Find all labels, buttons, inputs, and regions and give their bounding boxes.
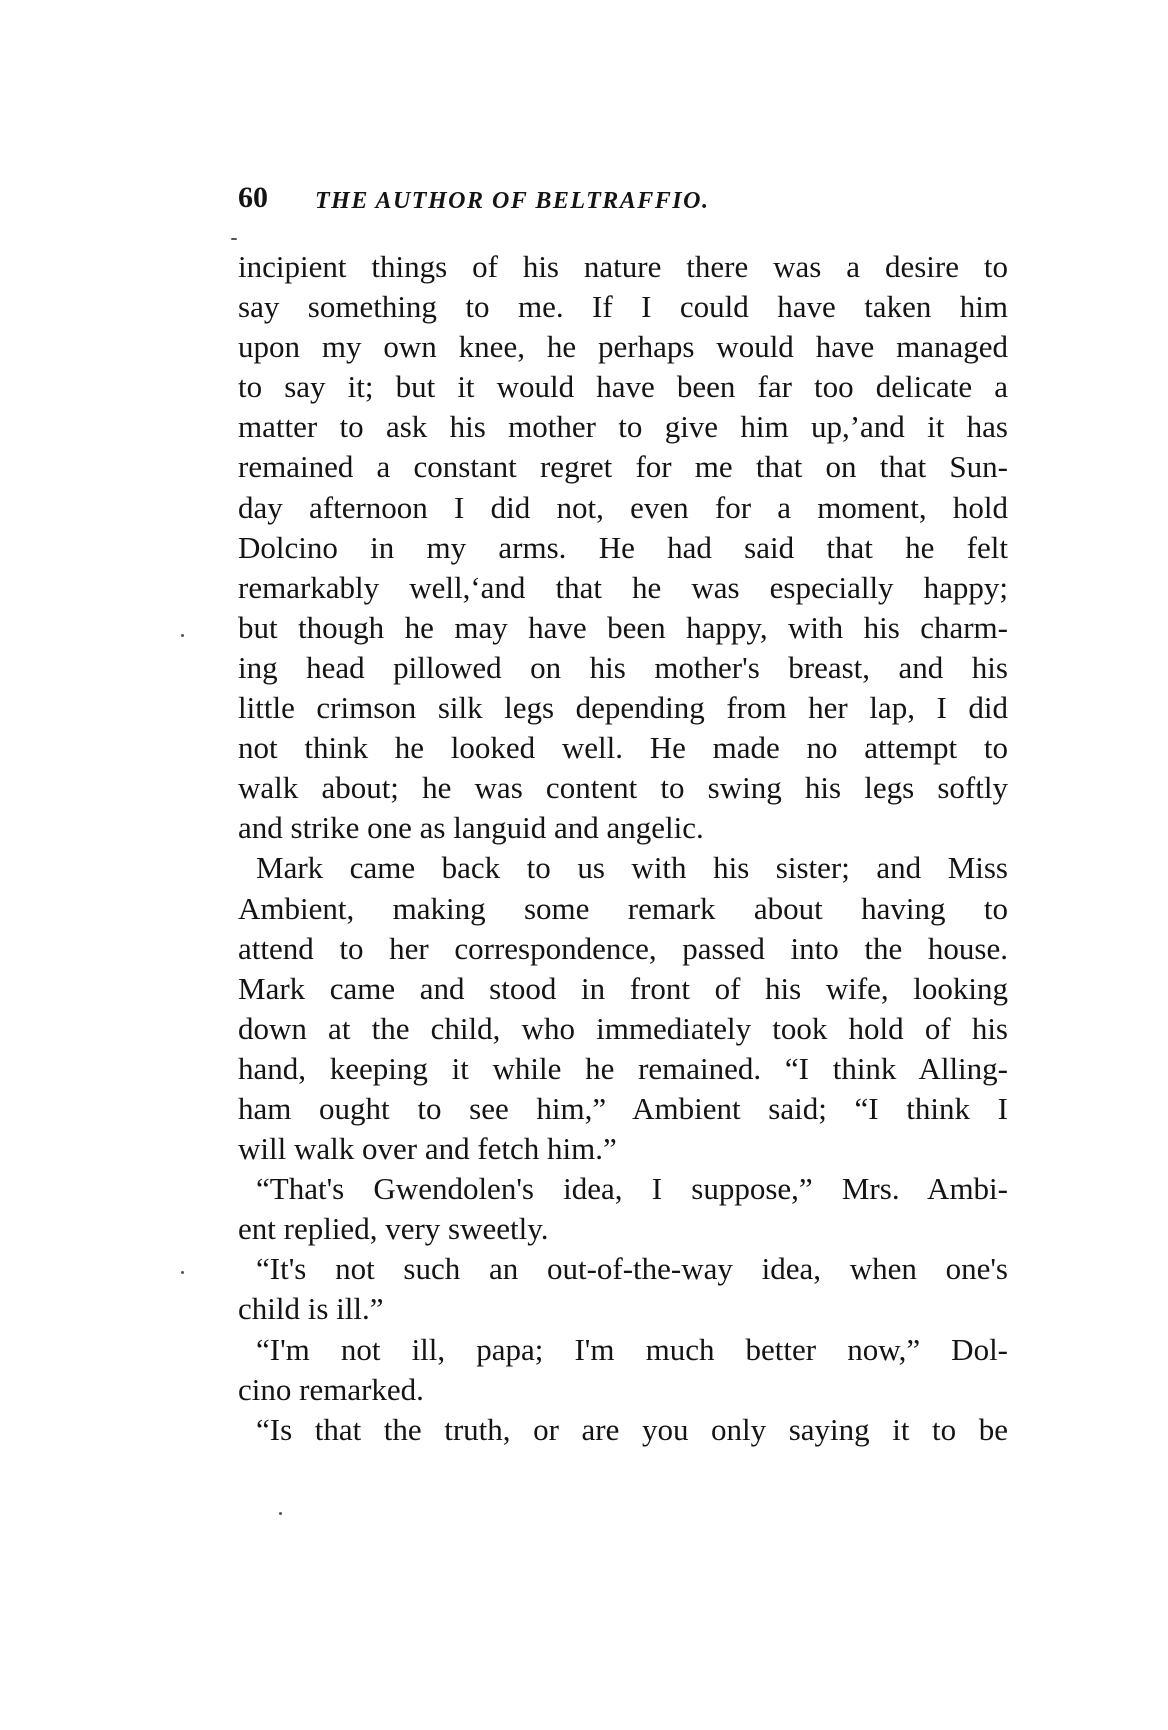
text-line: “It's not such an out-of-the-way idea, when one's	[256, 1251, 1008, 1287]
text-line: ing head pillowed on his mother's breast, and his	[238, 649, 1008, 685]
print-speck	[181, 634, 184, 637]
text-line: Mark came back to us with his sister; and Miss	[256, 850, 1008, 886]
text-line: “I'm not ill, papa; I'm much better now,” Dol-	[256, 1331, 1008, 1367]
text-line: hand, keeping it while he remained. “I think Alling-	[238, 1050, 1008, 1086]
text-line: to say it; but it would have been far too delicate a	[238, 369, 1008, 405]
text-line: child is ill.”	[238, 1291, 384, 1327]
text-line: upon my own knee, he perhaps would have managed	[238, 329, 1008, 365]
text-line: down at the child, who immediately took hold of his	[238, 1010, 1008, 1046]
page-header	[238, 178, 1008, 218]
text-line: ham ought to see him,” Ambient said; “I think I	[238, 1090, 1008, 1126]
text-line: matter to ask his mother to give him up,’and it has	[238, 409, 1008, 445]
text-line: “Is that the truth, or are you only saying it to be	[256, 1411, 1008, 1447]
text-line: not think he looked well. He made no attempt to	[238, 730, 1008, 766]
text-line: will walk over and fetch him.”	[238, 1131, 617, 1167]
text-line: Dolcino in my arms. He had said that he felt	[238, 529, 1008, 565]
running-title: THE AUTHOR OF BELTRAFFIO.	[315, 188, 710, 214]
text-line: cino remarked.	[238, 1371, 424, 1407]
print-speck	[279, 1512, 282, 1515]
page-number: 60	[238, 181, 268, 214]
text-line: remarkably well,‘and that he was especially happy;	[238, 569, 1008, 605]
print-speck	[231, 238, 237, 240]
text-line: Ambient, making some remark about having to	[238, 890, 1008, 926]
text-line: day afternoon I did not, even for a moment, hold	[238, 489, 1008, 525]
text-line: but though he may have been happy, with his charm-	[238, 609, 1008, 645]
text-line: ent replied, very sweetly.	[238, 1211, 549, 1247]
text-line: Mark came and stood in front of his wife, looking	[238, 970, 1008, 1006]
text-line: say something to me. If I could have taken him	[238, 289, 1008, 325]
text-line: incipient things of his nature there was a desire to	[238, 249, 1008, 284]
text-line: little crimson silk legs depending from her lap, I did	[238, 690, 1008, 726]
text-line: and strike one as languid and angelic.	[238, 810, 704, 846]
text-line: remained a constant regret for me that on that Sun-	[238, 449, 1008, 485]
body-text	[238, 247, 1008, 1450]
print-speck	[181, 1271, 184, 1274]
text-line: “That's Gwendolen's idea, I suppose,” Mrs. Ambi-	[256, 1171, 1008, 1207]
text-line: walk about; he was content to swing his legs softly	[238, 770, 1008, 806]
text-line: attend to her correspondence, passed into the house.	[238, 930, 1008, 966]
